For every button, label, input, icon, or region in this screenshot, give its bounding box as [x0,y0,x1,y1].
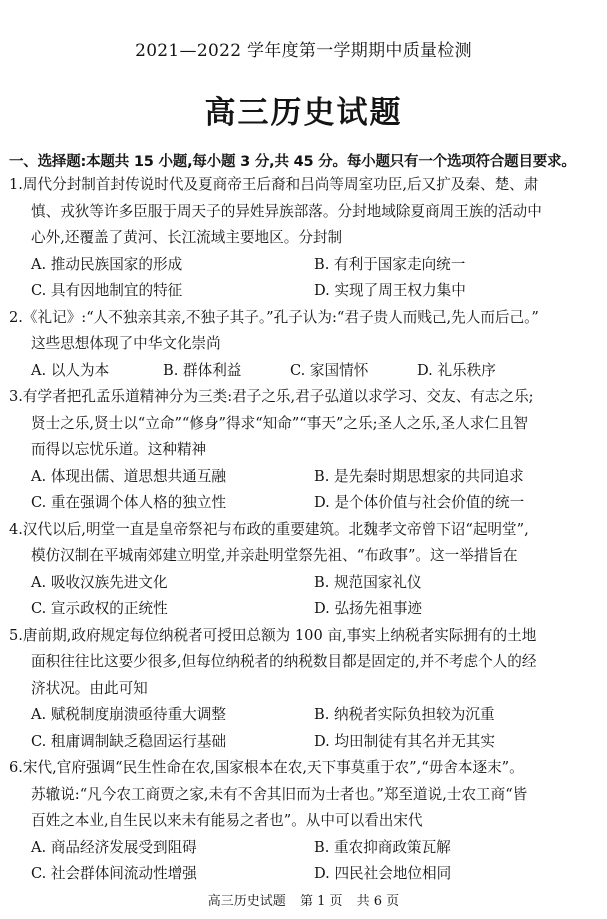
option-row [9,702,597,729]
question-stem-line: 2.《礼记》:“人不独亲其亲,不独子其子。”孔子认为:“君子贵人而贱己,先人而后己。” [9,308,539,326]
page-footer [0,890,607,909]
option-row [9,358,597,385]
question-stem-line: 苏辙说:“凡今农工商贾之家,未有不舍其旧而为士者也。”郑至道说,士农工商“皆 [31,785,528,803]
question-stem-line: 这些思想体现了中华文化崇尚 [31,335,221,352]
option-c: C. 宣示政权的正统性 [31,600,168,617]
question-stem-line: 慎、戎狄等许多臣服于周天子的异姓异族部落。分封地域除夏商周王族的活动中 [31,202,542,220]
option-a: A. 吸收汉族先进文化 [31,573,168,591]
question-4 [9,517,597,623]
option-a: A. 体现出儒、道思想共通互融 [31,467,226,485]
option-row [9,596,597,623]
option-a: A. 以人为本 [31,361,110,379]
option-b: B. 是先秦时期思想家的共同追求 [314,467,524,485]
question-stem-line: 心外,还覆盖了黄河、长江流域主要地区。分封制 [31,229,343,246]
option-d: D. 礼乐秩序 [417,361,496,379]
question-stem-line: 而得以忘忧乐道。这种精神 [31,441,207,458]
section-heading: 一、选择题:本题共 15 小题,每小题 3 分,共 45 分。每小题只有一个选项符合题目要求。 [9,154,576,170]
question-2 [9,305,597,385]
option-b: B. 有利于国家走向统一 [314,255,466,273]
question-stem-line: 4.汉代以后,明堂一直是皇帝祭祀与布政的重要建筑。北魏孝文帝曾下诏“起明堂”, [9,520,529,538]
question-list [9,172,597,888]
question-stem-line: 贤士之乐,贤士以“立命”“修身”得求“知命”“事天”之乐;圣人之乐,圣人求仁且智 [31,414,529,432]
question-stem-line: 3.有学者把孔孟乐道精神分为三类:君子之乐,君子弘道以求学习、交友、有志之乐; [9,388,534,405]
option-c: C. 具有因地制宜的特征 [31,282,183,299]
option-b: B. 规范国家礼仪 [314,573,422,591]
option-row [9,570,597,597]
question-stem-line: 1.周代分封制首封传说时代及夏商帝王后裔和吕尚等周室功臣,后又扩及秦、楚、肃 [9,176,539,193]
exam-name: 2021—2022 学年度第一学期期中质量检测 [135,41,472,61]
question-stem-line: 6.宋代,官府强调“民生性命在农,国家根本在农,天下事莫重于农”,“毋舍本逐末”。 [9,759,524,776]
footer-subject: 高三历史试题 [207,894,286,909]
question-stem-line: 济状况。由此可知 [31,679,148,697]
question-3 [9,384,597,517]
option-row [9,252,597,279]
option-b: B. 群体利益 [163,361,242,379]
option-row [9,464,597,491]
option-d: D. 实现了周王权力集中 [314,282,466,299]
option-c: C. 家国情怀 [290,361,369,379]
option-c: C. 租庸调制缺乏稳固运行基础 [31,732,227,750]
option-row [9,490,597,517]
option-b: B. 重农抑商政策瓦解 [314,838,451,856]
question-6 [9,755,597,888]
question-1 [9,172,597,305]
question-stem-line: 面积往往比这要少很多,但每位纳税者的纳税数目都是固定的,并不考虑个人的经 [31,653,537,670]
option-a: A. 商品经济发展受到阻碍 [31,838,197,856]
option-row [9,729,597,756]
option-c: C. 社会群体间流动性增强 [31,865,197,882]
option-a: A. 赋税制度崩溃亟待重大调整 [31,706,226,723]
option-d: D. 均田制徒有其名并无其实 [314,732,495,750]
option-c: C. 重在强调个体人格的独立性 [31,494,227,511]
option-d: D. 四民社会地位相同 [314,865,452,882]
option-d: D. 弘扬先祖事迹 [314,600,423,617]
option-row [9,835,597,862]
question-5 [9,623,597,756]
option-row [9,278,597,305]
page-title: 高三历史试题 [204,95,403,131]
question-stem-line: 5.唐前期,政府规定每位纳税者可授田总额为 100 亩,事实上纳税者实际拥有的土地 [9,626,537,644]
option-row [9,861,597,888]
question-stem-line: 模仿汉制在平城南郊建立明堂,并亲赴明堂祭先祖、“布政事”。这一举措旨在 [31,547,518,564]
footer-total-pages: 共 6 页 [356,894,400,909]
option-a: A. 推动民族国家的形成 [31,255,183,273]
footer-page-number: 第 1 页 [299,894,343,909]
option-d: D. 是个体价值与社会价值的统一 [314,494,525,511]
question-stem-line: 百姓之本业,自生民以来未有能易之者也”。从中可以看出宋代 [31,812,423,829]
option-b: B. 纳税者实际负担较为沉重 [314,706,495,723]
